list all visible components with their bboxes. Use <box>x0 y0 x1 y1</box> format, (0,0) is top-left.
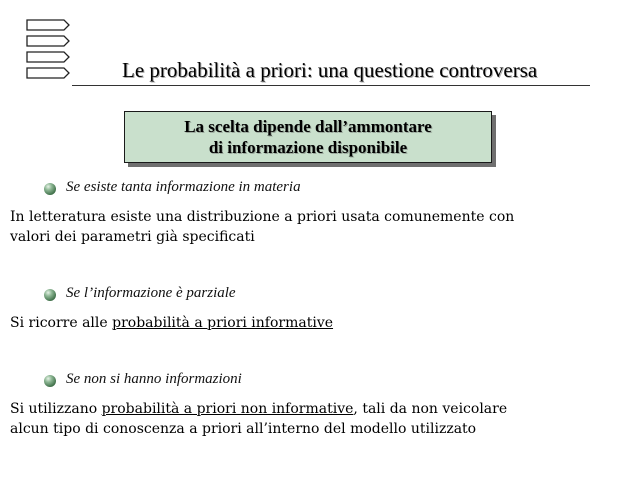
bullet-heading-3: Se non si hanno informazioni <box>66 371 242 387</box>
bullet-heading-1: Se esiste tanta informazione in materia <box>66 179 301 195</box>
section-3-prefix: Si utilizzano <box>10 401 102 417</box>
section-1-line-1: In letteratura esiste una distribuzione a priori usata comunemente con <box>10 209 515 225</box>
section-3-line-1 <box>10 399 507 419</box>
callout-line-1: La scelta dipende dall’ammontare <box>184 117 432 136</box>
sphere-bullet-icon <box>44 183 56 195</box>
section-3-suffix: , tali da non veicolare <box>353 401 508 417</box>
informative-priors-link: probabilità a priori informative <box>112 315 334 331</box>
slide-title: Le probabilità a priori: una questione controversa <box>122 58 538 82</box>
non-informative-priors-link: probabilità a priori non informative <box>101 401 354 417</box>
section-2-prefix: Si ricorre alle <box>10 315 113 331</box>
title-divider <box>72 85 590 86</box>
callout-line-2: di informazione disponibile <box>208 138 408 157</box>
sphere-bullet-icon <box>44 289 56 301</box>
folder-tabs-icon <box>26 19 70 81</box>
section-3-line-2: alcun tipo di conoscenza a priori all’interno del modello utilizzato <box>10 421 477 437</box>
section-1-line-2: valori dei parametri già specificati <box>10 229 255 245</box>
callout-box <box>124 111 492 163</box>
sphere-bullet-icon <box>44 375 56 387</box>
section-2-line-1 <box>10 313 333 333</box>
bullet-heading-2: Se l’informazione è parziale <box>66 285 236 301</box>
